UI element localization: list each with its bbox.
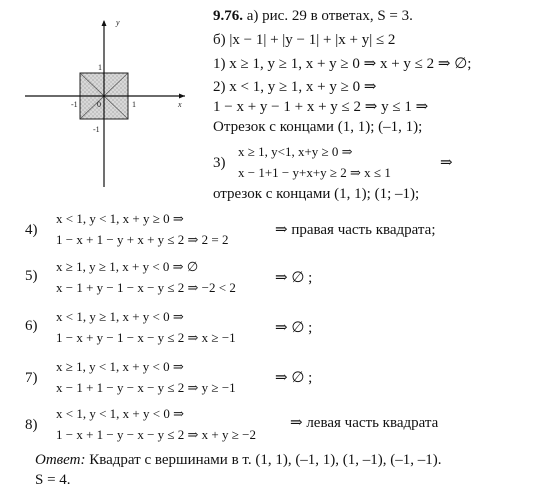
part-a: а) рис. 29 в ответах, S = 3. <box>246 8 413 24</box>
problem-number: 9.76. <box>213 8 243 24</box>
case-3-arrow: ⇒ <box>440 155 453 171</box>
problem-header <box>213 8 413 25</box>
case-8-result: ⇒ левая часть квадрата <box>290 415 439 431</box>
case-5-line-2: x − 1 + y − 1 − x − y ≤ 2 ⇒ −2 < 2 <box>56 280 236 295</box>
case-4-line-2: 1 − x + 1 − y + x + y ≤ 2 ⇒ 2 = 2 <box>56 232 229 247</box>
case-4-line-1: x < 1, y < 1, x + y ≥ 0 ⇒ <box>56 211 184 226</box>
answer-text: Квадрат с вершинами в т. (1, 1), (–1, 1), (1, –1), (–1, –1). <box>85 452 442 468</box>
case-3-number: 3) <box>213 155 226 171</box>
case-6-result: ⇒ ∅ ; <box>275 320 313 336</box>
case-2-line-1: 2) x < 1, y ≥ 1, x + y ≥ 0 ⇒ <box>213 79 377 95</box>
case-6-line-1: x < 1, y ≥ 1, x + y < 0 ⇒ <box>56 309 184 324</box>
case-5-result: ⇒ ∅ ; <box>275 270 313 286</box>
case-1: 1) x ≥ 1, y ≥ 1, x + y ≥ 0 ⇒ x + y ≤ 2 ⇒ ∅; <box>213 56 472 72</box>
tick-0: 0 <box>97 100 101 109</box>
answer-area: S = 4. <box>35 472 71 488</box>
tick-neg1-left: -1 <box>71 100 78 109</box>
case-4-number: 4) <box>25 222 38 238</box>
tick-1-right: 1 <box>132 100 136 109</box>
case-7-line-1: x ≥ 1, y < 1, x + y < 0 ⇒ <box>56 359 184 374</box>
case-7-line-2: x − 1 + 1 − y − x − y ≤ 2 ⇒ y ≥ −1 <box>56 380 236 395</box>
case-7-number: 7) <box>25 370 38 386</box>
part-b-title: б) |x − 1| + |y − 1| + |x + y| ≤ 2 <box>213 32 396 48</box>
y-axis-label: y <box>116 18 120 27</box>
case-5-line-1: x ≥ 1, y ≥ 1, x + y < 0 ⇒ ∅ <box>56 259 199 274</box>
tick-1-top: 1 <box>98 63 102 72</box>
case-8-line-1: x < 1, y < 1, x + y < 0 ⇒ <box>56 406 184 421</box>
case-3-line-1: x ≥ 1, y<1, x+y ≥ 0 ⇒ <box>238 144 353 159</box>
square-figure <box>20 15 190 190</box>
case-5-number: 5) <box>25 268 38 284</box>
case-8-number: 8) <box>25 417 38 433</box>
case-7-result: ⇒ ∅ ; <box>275 370 313 386</box>
x-axis-arrow <box>179 94 185 99</box>
case-6-number: 6) <box>25 318 38 334</box>
case-3-line-2: x − 1+1 − y+x+y ≥ 2 ⇒ x ≤ 1 <box>238 165 391 180</box>
case-8-line-2: 1 − x + 1 − y − x − y ≤ 2 ⇒ x + y ≥ −2 <box>56 427 256 442</box>
tick-neg1-bottom: -1 <box>93 125 100 134</box>
y-axis-arrow <box>102 20 107 26</box>
case-3-line-3: отрезок с концами (1, 1); (1; –1); <box>213 186 420 202</box>
answer-label: Ответ: <box>35 452 86 468</box>
case-6-line-2: 1 − x + y − 1 − x − y ≤ 2 ⇒ x ≥ −1 <box>56 330 236 345</box>
answer-line <box>35 452 442 469</box>
case-2-line-3: Отрезок с концами (1, 1); (–1, 1); <box>213 119 423 135</box>
case-2-line-2: 1 − x + y − 1 + x + y ≤ 2 ⇒ y ≤ 1 ⇒ <box>213 99 429 115</box>
x-axis-label: x <box>178 100 182 109</box>
case-4-result: ⇒ правая часть квадрата; <box>275 222 436 238</box>
